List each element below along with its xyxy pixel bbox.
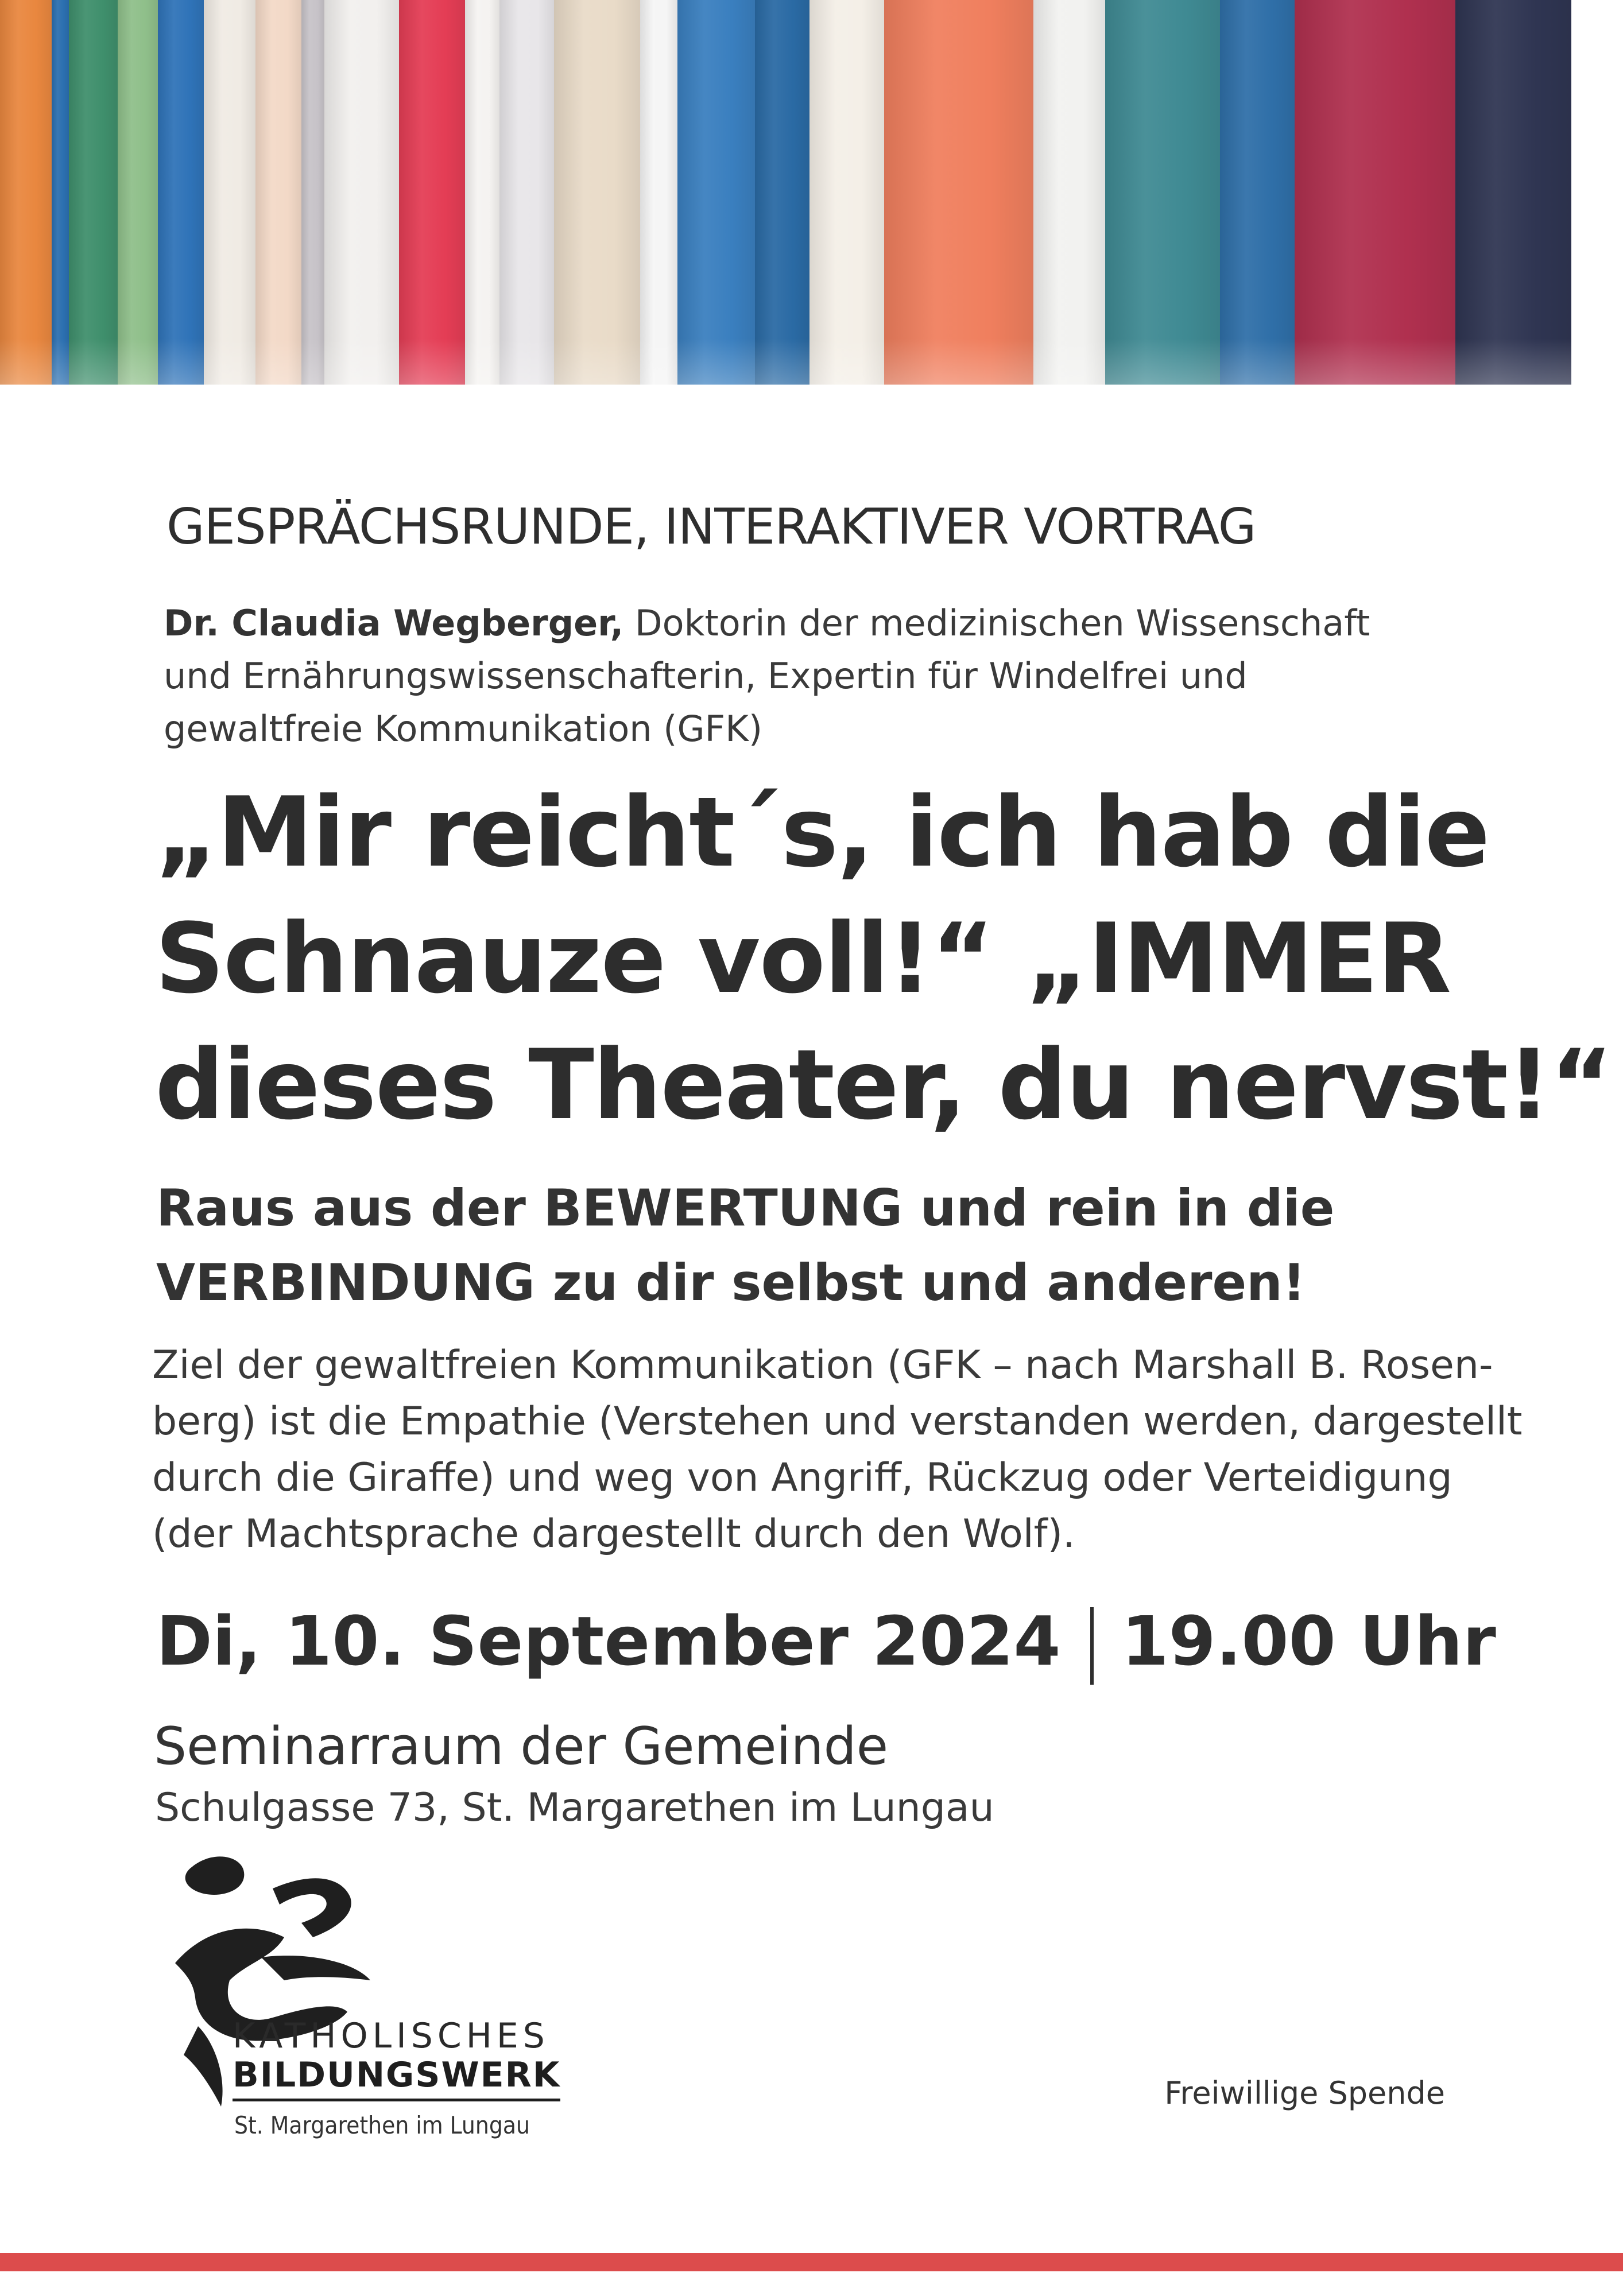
speaker-line-1 bbox=[164, 597, 1513, 650]
color-stripe bbox=[69, 0, 118, 385]
logo-head-shape bbox=[185, 1856, 245, 1895]
description-line-2: berg) ist die Empathie (Verstehen und verstanden werden, dargestellt bbox=[152, 1399, 1523, 1444]
headline bbox=[155, 769, 1612, 1148]
color-stripe bbox=[301, 0, 324, 385]
color-stripe bbox=[324, 0, 399, 385]
color-stripe bbox=[118, 0, 158, 385]
description-text bbox=[152, 1337, 1523, 1562]
headline-line-3: dieses Theater, du nervst!“ bbox=[155, 1029, 1613, 1141]
logo-text-location: St. Margarethen im Lungau bbox=[234, 2111, 530, 2139]
venue-name: Seminarraum der Gemeinde bbox=[154, 1716, 889, 1777]
color-stripe bbox=[1455, 0, 1571, 385]
color-stripe bbox=[554, 0, 640, 385]
color-stripe bbox=[809, 0, 884, 385]
event-datetime bbox=[156, 1601, 1496, 1685]
logo-text-katholisches: KATHOLISCHES bbox=[233, 2016, 549, 2056]
color-stripe bbox=[1220, 0, 1295, 385]
color-stripe bbox=[255, 0, 301, 385]
color-stripe bbox=[465, 0, 499, 385]
event-category: GESPRÄCHSRUNDE, INTERAKTIVER VORTRAG bbox=[166, 498, 1256, 556]
color-stripe bbox=[755, 0, 809, 385]
headline-line-1: „Mir reicht´s, ich hab die bbox=[155, 776, 1489, 889]
description-line-1: Ziel der gewaltfreien Kommunikation (GFK – nach Marshall B. Rosen- bbox=[152, 1343, 1493, 1388]
description-line-3: durch die Giraffe) und weg von Angriff, Rückzug oder Verteidigung bbox=[152, 1455, 1452, 1500]
logo-text-bildungswerk: BILDUNGSWERK bbox=[233, 2055, 560, 2101]
headline-line-2: Schnauze voll!“ „IMMER bbox=[155, 902, 1450, 1015]
color-stripe bbox=[0, 0, 52, 385]
color-stripe bbox=[499, 0, 554, 385]
logo-arm-shape bbox=[273, 1878, 351, 1937]
subheadline bbox=[156, 1171, 1335, 1320]
color-stripe bbox=[677, 0, 755, 385]
speaker-name: Dr. Claudia Wegberger, bbox=[164, 602, 624, 644]
color-stripe bbox=[158, 0, 204, 385]
color-stripe bbox=[640, 0, 677, 385]
decorative-color-stripes bbox=[0, 0, 1623, 385]
color-stripe bbox=[204, 0, 255, 385]
speaker-title: Doktorin der medizinischen Wissenschaft bbox=[634, 602, 1370, 644]
speaker-line-3: gewaltfreie Kommunikation (GFK) bbox=[164, 708, 763, 750]
donation-note: Freiwillige Spende bbox=[1164, 2075, 1445, 2111]
color-stripe bbox=[884, 0, 1033, 385]
bottom-color-bar bbox=[0, 2253, 1623, 2271]
speaker-line-2: und Ernährungswissenschafterin, Expertin für Windelfrei und bbox=[164, 655, 1248, 697]
color-stripe bbox=[52, 0, 69, 385]
event-date: Di, 10. September 2024 bbox=[156, 1601, 1061, 1681]
subheadline-line-2: VERBINDUNG zu dir selbst und anderen! bbox=[156, 1253, 1306, 1312]
speaker-description bbox=[164, 597, 1513, 755]
date-time-divider bbox=[1090, 1607, 1094, 1685]
logo-leg-shape bbox=[184, 2026, 223, 2107]
venue-address: Schulgasse 73, St. Margarethen im Lungau bbox=[155, 1785, 994, 1830]
color-stripe bbox=[399, 0, 465, 385]
description-line-4: (der Machtsprache dargestellt durch den Wolf). bbox=[152, 1511, 1075, 1557]
subheadline-line-1: Raus aus der BEWERTUNG und rein in die bbox=[156, 1178, 1335, 1238]
color-stripe bbox=[1105, 0, 1220, 385]
event-time: 19.00 Uhr bbox=[1121, 1601, 1496, 1681]
color-stripe bbox=[1295, 0, 1455, 385]
color-stripe bbox=[1033, 0, 1105, 385]
logo-sweep-shape bbox=[261, 1956, 370, 1980]
